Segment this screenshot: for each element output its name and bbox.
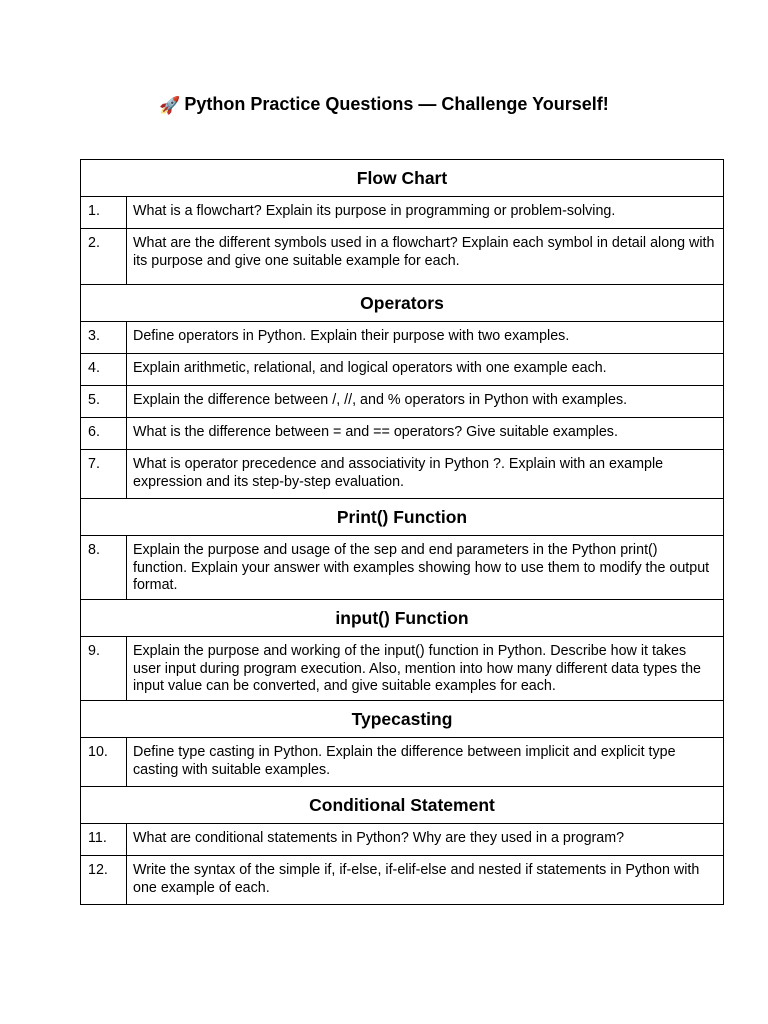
page-title [0, 90, 768, 120]
question-text: Explain the purpose and usage of the sep and end parameters in the Python print() function. Explain your answer with examples showing how to use them to modify the output format. [127, 536, 724, 600]
question-row [81, 418, 724, 450]
section-header-row [81, 701, 724, 738]
section-heading: Operators [81, 285, 724, 322]
section-header-row [81, 499, 724, 536]
question-number: 1. [81, 197, 127, 229]
question-number: 5. [81, 386, 127, 418]
question-text: What are the different symbols used in a flowchart? Explain each symbol in detail along with its purpose and give one suitable example for each. [127, 229, 724, 285]
question-row [81, 197, 724, 229]
section-heading: Flow Chart [81, 160, 724, 197]
section-header-row [81, 600, 724, 637]
question-text: Define type casting in Python. Explain the difference between implicit and explicit type casting with suitable examples. [127, 738, 724, 787]
question-number: 11. [81, 824, 127, 856]
question-text: Write the syntax of the simple if, if-else, if-elif-else and nested if statements in Python with one example of each. [127, 856, 724, 905]
section-heading: input() Function [81, 600, 724, 637]
question-text: What is the difference between = and == operators? Give suitable examples. [127, 418, 724, 450]
question-number: 7. [81, 450, 127, 499]
question-text: Explain arithmetic, relational, and logical operators with one example each. [127, 354, 724, 386]
section-header-row [81, 160, 724, 197]
question-row [81, 738, 724, 787]
question-number: 10. [81, 738, 127, 787]
question-row [81, 450, 724, 499]
question-number: 4. [81, 354, 127, 386]
question-text: What are conditional statements in Python? Why are they used in a program? [127, 824, 724, 856]
question-text: What is a flowchart? Explain its purpose in programming or problem-solving. [127, 197, 724, 229]
question-number: 9. [81, 637, 127, 701]
question-number: 3. [81, 322, 127, 354]
question-text: Define operators in Python. Explain their purpose with two examples. [127, 322, 724, 354]
section-heading: Conditional Statement [81, 787, 724, 824]
question-number: 8. [81, 536, 127, 600]
section-heading: Typecasting [81, 701, 724, 738]
rocket-icon: 🚀 [159, 96, 181, 115]
question-row [81, 354, 724, 386]
question-number: 6. [81, 418, 127, 450]
question-row [81, 637, 724, 701]
question-text: What is operator precedence and associativity in Python ?. Explain with an example expression and its step-by-step evaluation. [127, 450, 724, 499]
questions-table [80, 159, 724, 905]
question-row [81, 386, 724, 418]
question-number: 2. [81, 229, 127, 285]
question-row [81, 824, 724, 856]
question-text: Explain the purpose and working of the input() function in Python. Describe how it takes user input during program execution. Also, mention into how many different data types the input value can be converted, and give suitable examples for each. [127, 637, 724, 701]
question-row [81, 229, 724, 285]
question-row [81, 536, 724, 600]
question-row [81, 322, 724, 354]
page-title-text: Python Practice Questions — Challenge Yourself! [184, 94, 609, 114]
section-header-row [81, 285, 724, 322]
section-heading: Print() Function [81, 499, 724, 536]
question-text: Explain the difference between /, //, and % operators in Python with examples. [127, 386, 724, 418]
question-number: 12. [81, 856, 127, 905]
section-header-row [81, 787, 724, 824]
question-row [81, 856, 724, 905]
